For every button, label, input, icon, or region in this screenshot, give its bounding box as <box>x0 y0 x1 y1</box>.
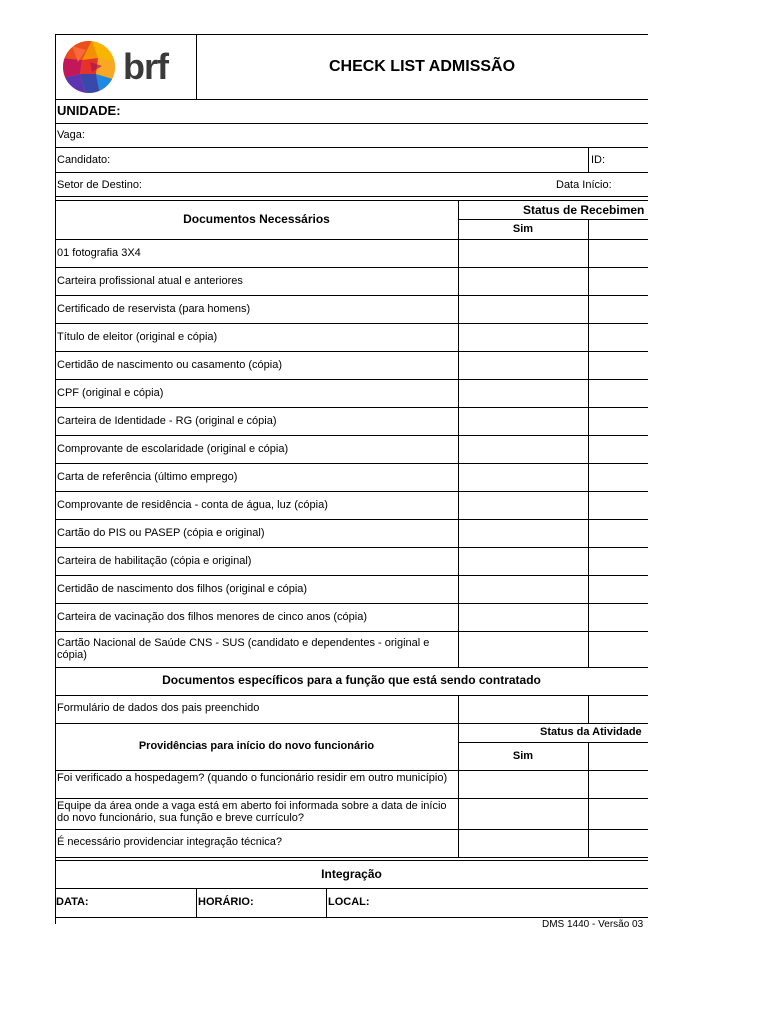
col-divider-1 <box>458 200 459 668</box>
doc-item: Certidão de nascimento dos filhos (original e cópia) <box>57 583 308 595</box>
col-divider-2 <box>588 219 589 668</box>
col-divider <box>458 695 459 723</box>
line <box>55 351 648 352</box>
line <box>55 295 648 296</box>
line <box>55 267 648 268</box>
col-divider <box>458 723 459 857</box>
page-title: CHECK LIST ADMISSÃO <box>328 58 516 75</box>
setor-label: Setor de Destino: <box>57 179 142 191</box>
line <box>55 723 648 724</box>
doc-item: Título de eleitor (original e cópia) <box>57 331 218 343</box>
line <box>458 742 648 743</box>
line <box>55 575 648 576</box>
doc-item: Certificado de reservista (para homens) <box>57 303 251 315</box>
status-atividade-header: Status da Atividade <box>540 726 642 738</box>
doc-item: Cartão Nacional de Saúde CNS - SUS (candidato e dependentes - original e cópia) <box>57 637 430 661</box>
providencias-header: Providências para início do novo funcionário <box>138 740 375 752</box>
doc-item: Certidão de nascimento ou casamento (cópia) <box>57 359 283 371</box>
integracao-horario-label: HORÁRIO: <box>198 896 254 908</box>
logo-text: brf <box>123 46 168 87</box>
vaga-label: Vaga: <box>57 129 85 141</box>
sim-label: Sim <box>512 750 534 762</box>
doc-item: Carta de referência (último emprego) <box>57 471 238 483</box>
line <box>55 829 648 830</box>
id-label: ID: <box>591 154 606 166</box>
line <box>458 219 648 220</box>
line <box>55 917 648 918</box>
line <box>55 172 648 173</box>
specific-header: Documentos específicos para a função que está sendo contratado <box>162 673 541 687</box>
line <box>55 798 648 799</box>
line <box>55 196 648 197</box>
providencia-item: Foi verificado a hospedagem? (quando o funcionário residir em outro município) <box>57 772 448 784</box>
providencia-item: Equipe da área onde a vaga está em aberto foi informada sobre a data de início do novo funcionário, sua função e breve currículo? <box>57 800 447 824</box>
table-top-line <box>55 200 648 201</box>
unidade-label: UNIDADE: <box>57 103 121 118</box>
line <box>55 857 648 858</box>
brf-globe-icon <box>62 40 116 94</box>
line <box>55 379 648 380</box>
line <box>55 547 648 548</box>
doc-item: Comprovante de residência - conta de água, luz (cópia) <box>57 499 328 511</box>
line <box>55 695 648 696</box>
integracao-header: Integração <box>321 867 382 881</box>
version-label: DMS 1440 - Versão 03 <box>542 919 644 930</box>
providencia-item: É necessário providenciar integração técnica? <box>57 836 283 848</box>
line <box>55 519 648 520</box>
sim-label: Sim <box>512 223 534 235</box>
col-divider <box>326 888 327 918</box>
specific-item: Formulário de dados dos pais preenchido <box>57 702 260 714</box>
doc-item: Carteira de Identidade - RG (original e cópia) <box>57 415 277 427</box>
line <box>55 239 648 240</box>
header-bottom-line <box>55 99 648 100</box>
line <box>55 667 648 668</box>
line <box>55 770 648 771</box>
candidato-label: Candidato: <box>57 154 111 166</box>
status-header: Status de Recebimen <box>523 203 645 217</box>
id-divider <box>588 147 589 172</box>
doc-item: 01 fotografia 3X4 <box>57 247 141 259</box>
doc-item: CPF (original e cópia) <box>57 387 164 399</box>
line <box>55 491 648 492</box>
line <box>55 435 648 436</box>
border-left <box>55 34 56 924</box>
line <box>55 860 648 861</box>
doc-item: Carteira de vacinação dos filhos menores de cinco anos (cópia) <box>57 611 367 623</box>
col-divider <box>588 742 589 857</box>
integracao-data-label: DATA: <box>56 896 89 908</box>
data-inicio-label: Data Início: <box>556 179 612 191</box>
line <box>55 123 648 124</box>
line <box>55 147 648 148</box>
line <box>55 631 648 632</box>
doc-item: Carteira de habilitação (cópia e original) <box>57 555 252 567</box>
line <box>55 603 648 604</box>
line <box>55 463 648 464</box>
docs-header: Documentos Necessários <box>183 212 330 226</box>
col-divider <box>588 695 589 723</box>
doc-item: Carteira profissional atual e anteriores <box>57 275 243 287</box>
col-divider <box>196 888 197 918</box>
brf-logo <box>55 34 196 99</box>
line <box>55 407 648 408</box>
doc-item: Cartão do PIS ou PASEP (cópia e original) <box>57 527 265 539</box>
doc-item: Comprovante de escolaridade (original e cópia) <box>57 443 289 455</box>
integracao-local-label: LOCAL: <box>328 896 370 908</box>
line <box>55 323 648 324</box>
line <box>55 888 648 889</box>
